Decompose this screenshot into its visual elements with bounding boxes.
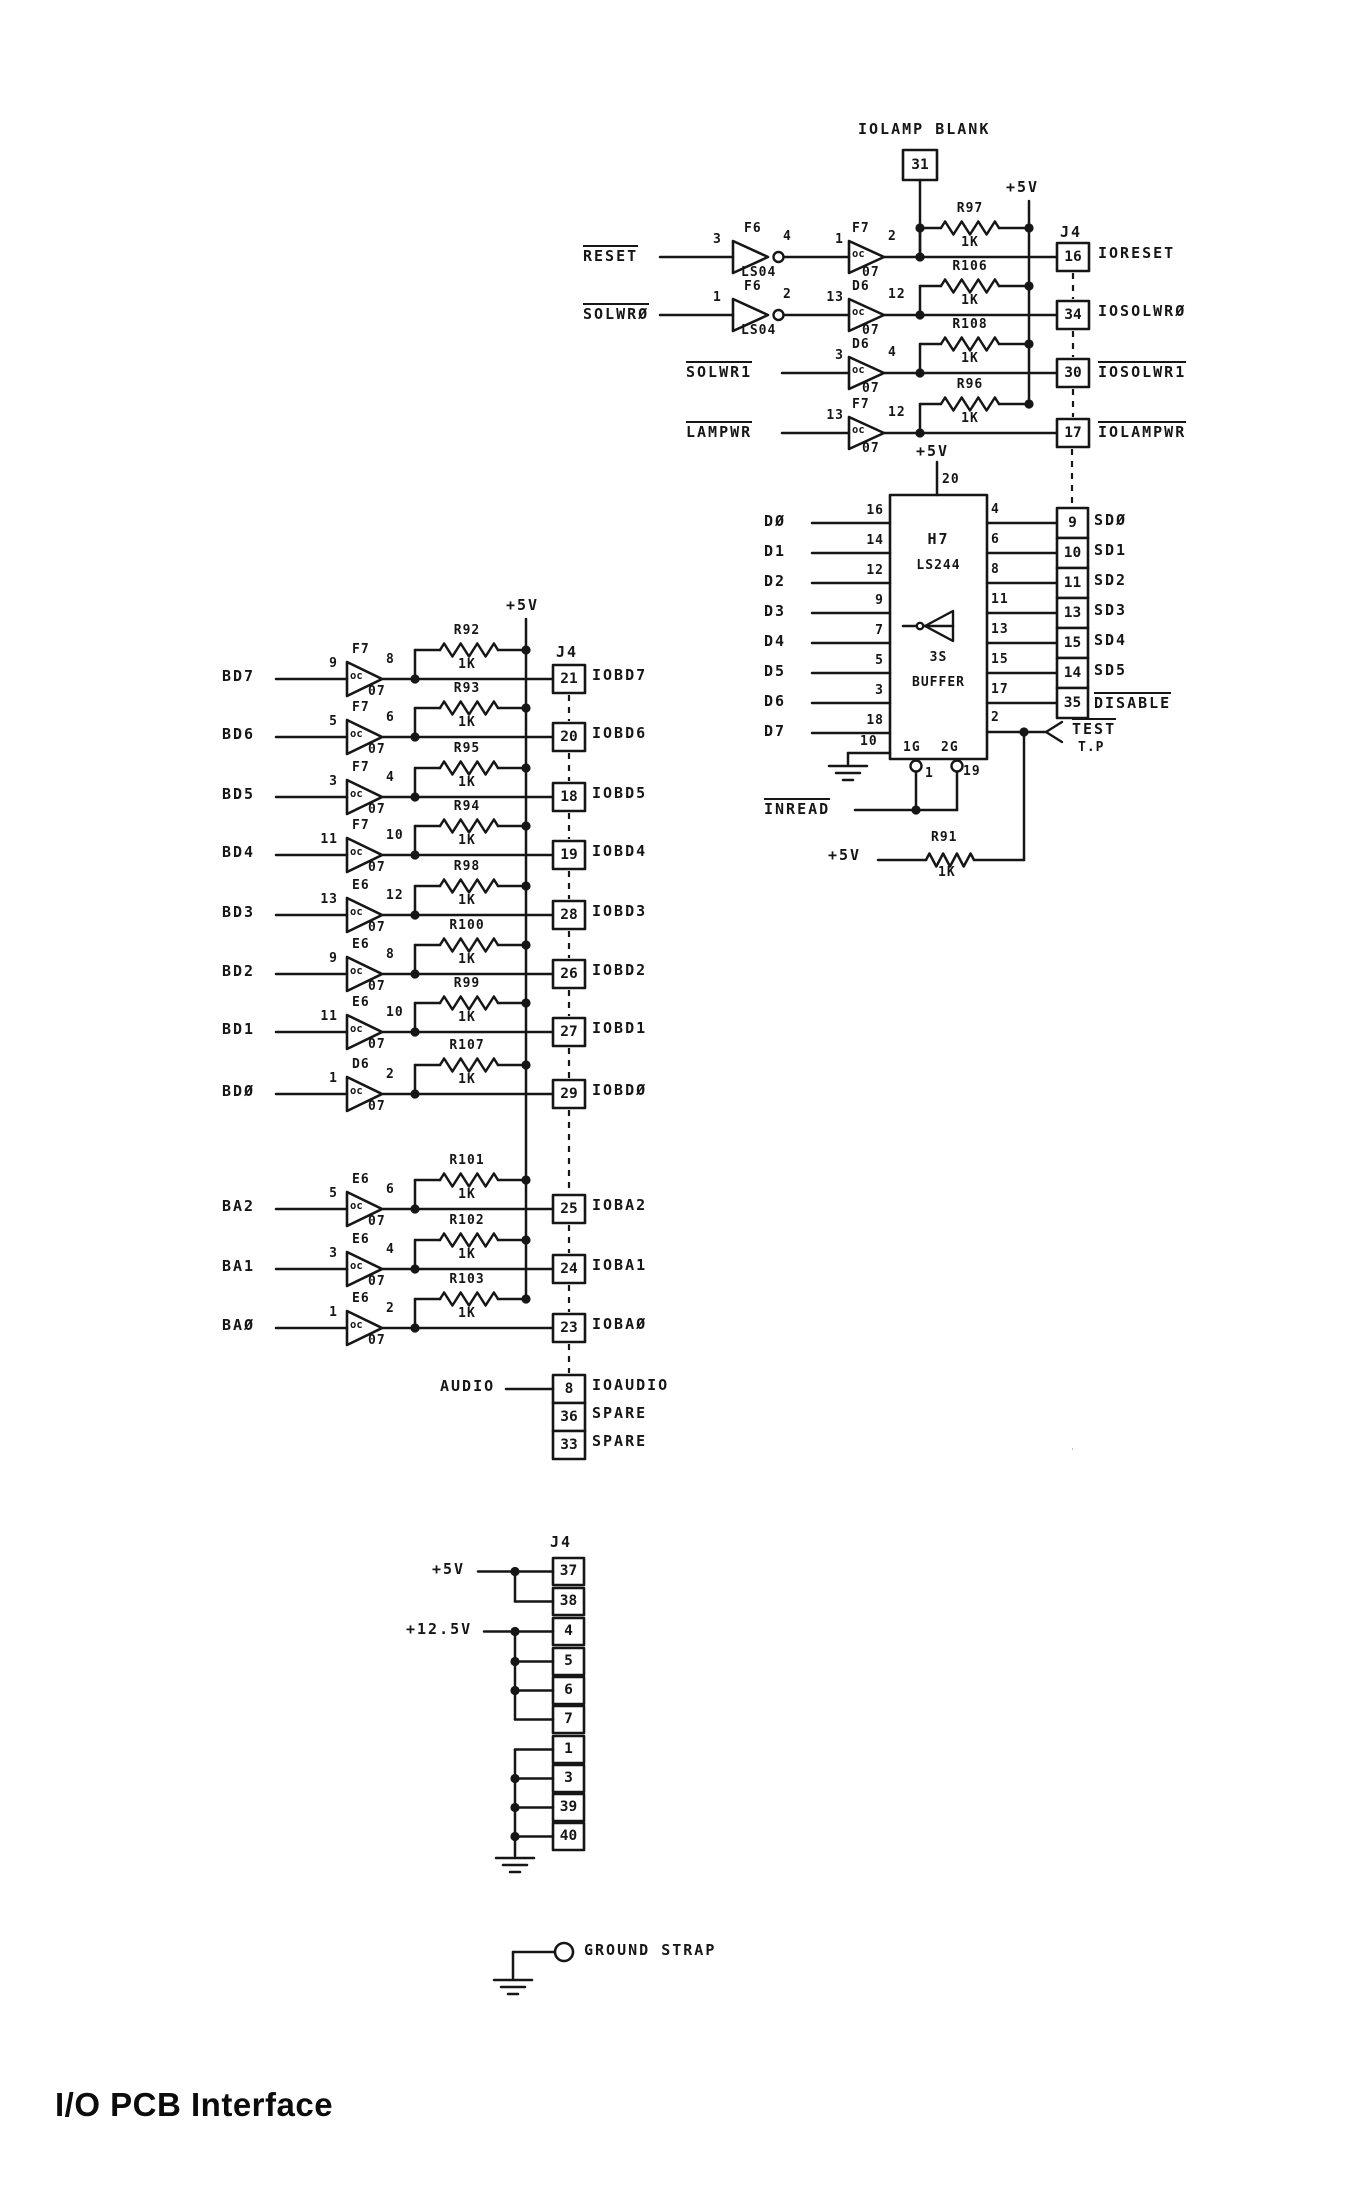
pin-number: 1 xyxy=(835,232,844,247)
chip-label: E6 xyxy=(352,937,370,952)
pin-number: 4 xyxy=(991,502,1000,517)
connector-label: J4 xyxy=(550,1533,573,1551)
pin-number: 6 xyxy=(991,532,1000,547)
pin-number: 10 xyxy=(386,828,404,843)
j4-pin-number: 34 xyxy=(1064,307,1082,323)
pin-number: 8 xyxy=(991,562,1000,577)
pin-number: 2 xyxy=(386,1067,395,1082)
pin-number: 10 xyxy=(386,1005,404,1020)
chip-label: E6 xyxy=(352,995,370,1010)
open-collector-mark: oc xyxy=(350,728,363,740)
chip-label: E6 xyxy=(352,1232,370,1247)
power-label: +5V xyxy=(916,442,950,460)
pin-number: 12 xyxy=(888,287,906,302)
j4-pin-number: 28 xyxy=(560,907,578,923)
pin-number: 11 xyxy=(320,832,338,847)
net-label: SD1 xyxy=(1094,541,1128,559)
j4-pin-number: 35 xyxy=(1063,695,1082,711)
pin-number: 15 xyxy=(991,652,1009,667)
pin-number: 1 xyxy=(329,1071,338,1086)
chip-label: F7 xyxy=(352,642,370,657)
open-collector-mark: oc xyxy=(852,306,865,318)
j4-pin-number: 26 xyxy=(560,966,578,982)
pin-number: 13 xyxy=(826,290,844,305)
j4-pin-number: 8 xyxy=(564,1381,574,1397)
chip-label: 07 xyxy=(368,1214,386,1229)
chip-label: 07 xyxy=(862,265,880,280)
chip-label: F7 xyxy=(352,700,370,715)
pin-number: 1 xyxy=(925,766,934,781)
pin-number: 19 xyxy=(963,764,981,779)
chip-label: 07 xyxy=(368,860,386,875)
signal-label: BD7 xyxy=(222,667,256,685)
j4-pin-number: 1 xyxy=(564,1741,573,1757)
net-label: IOBD5 xyxy=(592,784,648,802)
j4-pin-number: 19 xyxy=(560,847,578,863)
pin-number: 2 xyxy=(386,1301,395,1316)
open-collector-mark: oc xyxy=(852,248,865,260)
pin-number: 5 xyxy=(875,653,884,668)
j4-pin-number: 27 xyxy=(560,1024,578,1040)
signal-label: SOLWR1 xyxy=(686,363,753,381)
net-label: IOBAØ xyxy=(592,1315,648,1333)
signal-label: INREAD xyxy=(764,800,831,818)
pin-number: 3 xyxy=(835,348,844,363)
chip-label: F7 xyxy=(352,760,370,775)
open-collector-mark: oc xyxy=(350,1260,363,1272)
pin-number: 2 xyxy=(888,229,897,244)
resistor-value: 1K xyxy=(961,351,979,366)
resistor-value: 1K xyxy=(458,1072,476,1087)
j4-pin-number: 33 xyxy=(560,1437,578,1453)
chip-label: D6 xyxy=(352,1057,370,1072)
net-label: IOBD2 xyxy=(592,961,648,979)
resistor-name: R95 xyxy=(453,741,481,756)
pin-number: 17 xyxy=(991,682,1009,697)
pin-number: 20 xyxy=(942,472,960,487)
signal-label: D6 xyxy=(764,692,787,710)
j4-pin-number: 37 xyxy=(559,1563,578,1579)
resistor-value: 1K xyxy=(961,293,979,308)
chip-label: 07 xyxy=(368,1099,386,1114)
chip-label: H7 xyxy=(927,530,950,548)
j4-pin-number: 38 xyxy=(559,1593,578,1609)
pin-number: 3 xyxy=(713,232,722,247)
net-label: IORESET xyxy=(1098,244,1176,262)
pin-number: 9 xyxy=(329,951,338,966)
signal-label: BD2 xyxy=(222,962,256,980)
net-label: SPARE xyxy=(592,1404,648,1422)
pin-number: 6 xyxy=(386,710,395,725)
chip-label: 07 xyxy=(862,381,880,396)
net-label: IOBD4 xyxy=(592,842,648,860)
net-label: SD5 xyxy=(1094,661,1128,679)
resistor-value: 1K xyxy=(458,775,476,790)
signal-label: AUDIO xyxy=(440,1377,496,1395)
open-collector-mark: oc xyxy=(350,965,363,977)
j4-pin-number: 23 xyxy=(560,1320,578,1336)
resistor-name: R108 xyxy=(952,317,988,332)
connector-label: J4 xyxy=(1060,223,1083,241)
pin-number: 2 xyxy=(991,710,1000,725)
signal-label: D5 xyxy=(764,662,787,680)
chip-label: 07 xyxy=(368,802,386,817)
signal-label: SOLWRØ xyxy=(583,305,650,323)
open-collector-mark: oc xyxy=(852,364,865,376)
pin-number: 13 xyxy=(991,622,1009,637)
open-collector-mark: oc xyxy=(350,846,363,858)
j4-pin-number: 6 xyxy=(564,1682,573,1698)
net-label: IOBDØ xyxy=(592,1081,648,1099)
chip-label: F7 xyxy=(852,221,870,236)
j4-pin-number: 30 xyxy=(1064,365,1082,381)
resistor-name: R102 xyxy=(449,1213,485,1228)
resistor-value: 1K xyxy=(961,235,979,250)
open-collector-mark: oc xyxy=(350,906,363,918)
chip-label: 07 xyxy=(862,323,880,338)
pin-number: 6 xyxy=(386,1182,395,1197)
pin-number: 11 xyxy=(320,1009,338,1024)
resistor-value: 1K xyxy=(458,1306,476,1321)
signal-label: BD6 xyxy=(222,725,256,743)
chip-label: 07 xyxy=(368,1037,386,1052)
net-label: GROUND STRAP xyxy=(584,1941,717,1959)
net-label: IOAUDIO xyxy=(592,1376,670,1394)
pin-number: 3 xyxy=(329,774,338,789)
chip-label: 3S xyxy=(929,650,948,665)
power-label: +5V xyxy=(432,1560,466,1578)
resistor-value: 1K xyxy=(458,1010,476,1025)
pin-number: 8 xyxy=(386,947,395,962)
signal-label: DØ xyxy=(764,512,787,530)
pin-number: 7 xyxy=(875,623,884,638)
chip-label: 07 xyxy=(368,1274,386,1289)
pin-label: 1G xyxy=(903,740,921,755)
pin-number: 5 xyxy=(329,714,338,729)
resistor-name: R106 xyxy=(952,259,988,274)
j4-pin-number: 31 xyxy=(911,157,929,173)
resistor-name: R96 xyxy=(956,377,984,392)
j4-pin-number: 4 xyxy=(564,1623,573,1639)
resistor-name: R94 xyxy=(453,799,481,814)
signal-label: RESET xyxy=(583,247,639,265)
net-label: DISABLE xyxy=(1094,694,1172,712)
signal-label: BA2 xyxy=(222,1197,256,1215)
resistor-name: R103 xyxy=(449,1272,485,1287)
page-title: I/O PCB Interface xyxy=(55,2086,334,2123)
signal-label: D1 xyxy=(764,542,787,560)
chip-label: 07 xyxy=(368,684,386,699)
signal-label: BD5 xyxy=(222,785,256,803)
chip-label: E6 xyxy=(352,878,370,893)
chip-label: D6 xyxy=(852,337,870,352)
resistor-name: R101 xyxy=(449,1153,485,1168)
net-label: T.P xyxy=(1078,740,1105,755)
j4-pin-number: 10 xyxy=(1063,545,1082,561)
chip-label: D6 xyxy=(852,279,870,294)
chip-label: 07 xyxy=(368,920,386,935)
net-label: IOBA2 xyxy=(592,1196,648,1214)
resistor-value: 1K xyxy=(458,952,476,967)
j4-pin-number: 16 xyxy=(1064,249,1082,265)
j4-pin-number: 21 xyxy=(560,671,578,687)
open-collector-mark: oc xyxy=(350,1319,363,1331)
j4-pin-number: 15 xyxy=(1063,635,1082,651)
j4-pin-number: 14 xyxy=(1063,665,1082,681)
signal-label: BD4 xyxy=(222,843,256,861)
j4-pin-number: 18 xyxy=(560,789,578,805)
pin-number: 12 xyxy=(866,563,884,578)
chip-label: F6 xyxy=(744,221,762,236)
pin-number: 9 xyxy=(329,656,338,671)
signal-label: LAMPWR xyxy=(686,423,753,441)
pin-number: 1 xyxy=(329,1305,338,1320)
j4-pin-number: 20 xyxy=(560,729,578,745)
j4-pin-number: 9 xyxy=(1068,515,1077,531)
resistor-value: 1K xyxy=(458,833,476,848)
signal-label: BDØ xyxy=(222,1082,256,1100)
connector-label: J4 xyxy=(556,643,579,661)
signal-label: BD1 xyxy=(222,1020,256,1038)
pin-number: 13 xyxy=(826,408,844,423)
resistor-name: R100 xyxy=(449,918,485,933)
j4-pin-number: 24 xyxy=(560,1261,578,1277)
chip-label: LS04 xyxy=(741,323,777,338)
net-label: IOBA1 xyxy=(592,1256,648,1274)
j4-pin-number: 13 xyxy=(1063,605,1082,621)
chip-label: E6 xyxy=(352,1172,370,1187)
chip-label: 07 xyxy=(368,979,386,994)
chip-label: LS244 xyxy=(916,558,961,573)
pin-number: 5 xyxy=(329,1186,338,1201)
pin-number: 4 xyxy=(386,770,395,785)
net-label: IOBD7 xyxy=(592,666,648,684)
pin-number: 1 xyxy=(713,290,722,305)
net-label: IOSOLWRØ xyxy=(1098,302,1187,320)
net-label: IOLAMPWR xyxy=(1098,423,1187,441)
chip-label: F7 xyxy=(852,397,870,412)
chip-label: LS04 xyxy=(741,265,777,280)
resistor-value: 1K xyxy=(458,1187,476,1202)
net-label: SPARE xyxy=(592,1432,648,1450)
j4-pin-number: 36 xyxy=(560,1409,578,1425)
pin-number: 13 xyxy=(320,892,338,907)
resistor-value: 1K xyxy=(458,715,476,730)
resistor-name: R93 xyxy=(453,681,481,696)
resistor-value: 1K xyxy=(458,657,476,672)
pin-number: 8 xyxy=(386,652,395,667)
pin-label: 2G xyxy=(941,740,959,755)
resistor-value: 1K xyxy=(458,893,476,908)
net-label: IOBD1 xyxy=(592,1019,648,1037)
resistor-name: R97 xyxy=(956,201,984,216)
open-collector-mark: oc xyxy=(350,1085,363,1097)
open-collector-mark: oc xyxy=(350,1023,363,1035)
pin-number: 11 xyxy=(991,592,1009,607)
resistor-name: R107 xyxy=(449,1038,485,1053)
net-label: SDØ xyxy=(1094,511,1128,529)
open-collector-mark: oc xyxy=(350,670,363,682)
open-collector-mark: oc xyxy=(852,424,865,436)
resistor-name: R91 xyxy=(931,830,958,845)
net-label: IOLAMP BLANK xyxy=(858,120,991,138)
net-label: IOBD3 xyxy=(592,902,648,920)
net-label: SD2 xyxy=(1094,571,1128,589)
pin-number: 3 xyxy=(875,683,884,698)
j4-pin-number: 40 xyxy=(559,1828,578,1844)
signal-label: D3 xyxy=(764,602,787,620)
net-label: SD3 xyxy=(1094,601,1128,619)
open-collector-mark: oc xyxy=(350,788,363,800)
j4-pin-number: 7 xyxy=(564,1711,573,1727)
j4-pin-number: 3 xyxy=(564,1770,573,1786)
resistor-name: R98 xyxy=(453,859,481,874)
signal-label: D7 xyxy=(764,722,787,740)
power-label: +12.5V xyxy=(406,1620,473,1638)
j4-pin-number: 17 xyxy=(1064,425,1082,441)
j4-pin-number: 29 xyxy=(560,1086,578,1102)
signal-label: BAØ xyxy=(222,1316,256,1334)
net-label: IOBD6 xyxy=(592,724,648,742)
signal-label: D2 xyxy=(764,572,787,590)
chip-label: E6 xyxy=(352,1291,370,1306)
pin-number: 16 xyxy=(866,503,884,518)
j4-pin-number: 11 xyxy=(1063,575,1082,591)
net-label: IOSOLWR1 xyxy=(1098,363,1187,381)
chip-label: F6 xyxy=(744,279,762,294)
pin-number: 12 xyxy=(386,888,404,903)
chip-label: BUFFER xyxy=(912,675,965,690)
chip-label: F7 xyxy=(352,818,370,833)
net-label: TEST xyxy=(1072,720,1117,738)
pin-number: 4 xyxy=(783,229,792,244)
pin-number: 14 xyxy=(866,533,884,548)
resistor-value: 1K xyxy=(458,1247,476,1262)
pin-number: 12 xyxy=(888,405,906,420)
open-collector-mark: oc xyxy=(350,1200,363,1212)
power-label: +5V xyxy=(1006,178,1040,196)
pin-number: 18 xyxy=(866,713,884,728)
resistor-value: 1K xyxy=(961,411,979,426)
pin-number: 10 xyxy=(860,734,878,749)
resistor-name: R99 xyxy=(453,976,481,991)
pin-number: 3 xyxy=(329,1246,338,1261)
pin-number: 4 xyxy=(386,1242,395,1257)
j4-pin-number: 39 xyxy=(559,1799,578,1815)
pin-number: 9 xyxy=(875,593,884,608)
power-label: +5V xyxy=(828,846,862,864)
resistor-name: R92 xyxy=(453,623,481,638)
signal-label: D4 xyxy=(764,632,787,650)
chip-label: 07 xyxy=(862,441,880,456)
j4-pin-number: 25 xyxy=(560,1201,578,1217)
signal-label: BD3 xyxy=(222,903,256,921)
chip-label: 07 xyxy=(368,742,386,757)
chip-label: 07 xyxy=(368,1333,386,1348)
power-label: +5V xyxy=(506,596,540,614)
resistor-value: 1K xyxy=(938,865,956,880)
pin-number: 4 xyxy=(888,345,897,360)
net-label: SD4 xyxy=(1094,631,1128,649)
signal-label: BA1 xyxy=(222,1257,256,1275)
j4-pin-number: 5 xyxy=(564,1653,573,1669)
pin-number: 2 xyxy=(783,287,792,302)
